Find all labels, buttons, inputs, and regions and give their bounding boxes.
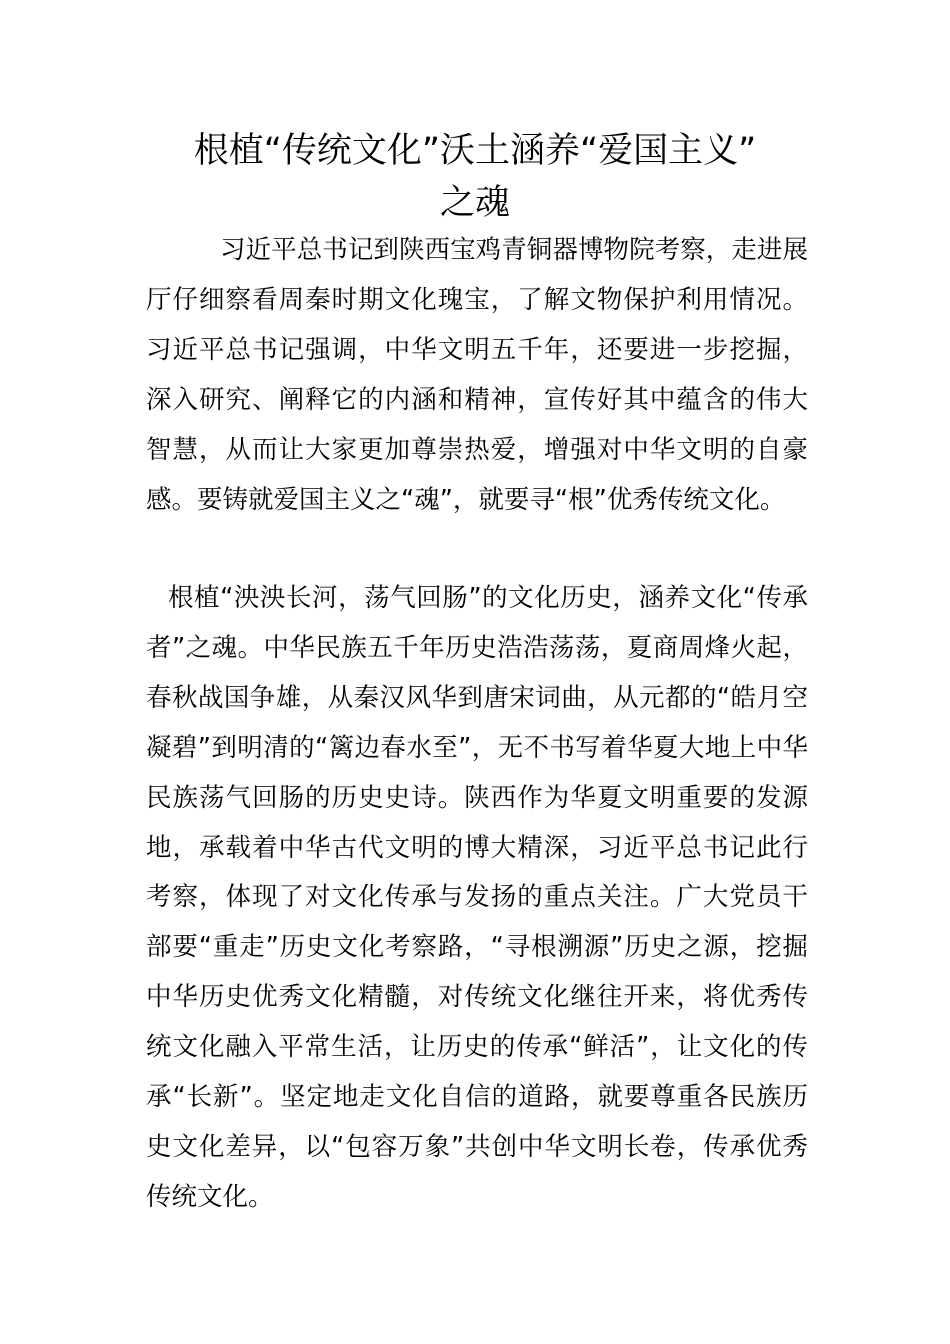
body-paragraph-2: 根植“泱泱长河，荡气回肠”的文化历史，涵养文化“传承者”之魂。中华民族五千年历史浩浩荡荡，夏商周烽火起，春秋战国争雄，从秦汉风华到唐宋词曲，从元都的“皓月空凝碧”到明清的“篱边春水至”，无不书写着华夏大地上中华民族荡气回肠的历史史诗。陕西作为华夏文明重要的发源地，承载着中华古代文明的博大精深，习近平总书记此行考察，体现了对文化传承与发扬的重点关注。广大党员干部要“重走”历史文化考察路，“寻根溯源”历史之源，挖掘中华历史优秀文化精髓，对传统文化继往开来，将优秀传统文化融入平常生活，让历史的传承“鲜活”，让文化的传承“长新”。坚定地走文化自信的道路，就要尊重各民族历史文化差异，以“包容万象”共创中华文明长卷，传承优秀传统文化。	[146, 583, 808, 1212]
body-paragraph-1: 习近平总书记到陕西宝鸡青铜器博物院考察，走进展厅仔细察看周秦时期文化瑰宝，了解文物保护利用情况。习近平总书记强调，中华文明五千年，还要进一步挖掘，深入研究、阐释它的内涵和精神，宣传好其中蕴含的伟大智慧，从而让大家更加尊崇热爱，增强对中华文明的自豪感。要铸就爱国主义之“魂”，就要寻“根”优秀传统文化。	[146, 235, 808, 515]
document-title-line-1: 根植“传统文化”沃土涵养“爱国主义”	[193, 131, 757, 171]
document-title-line-2: 之魂	[439, 183, 510, 223]
